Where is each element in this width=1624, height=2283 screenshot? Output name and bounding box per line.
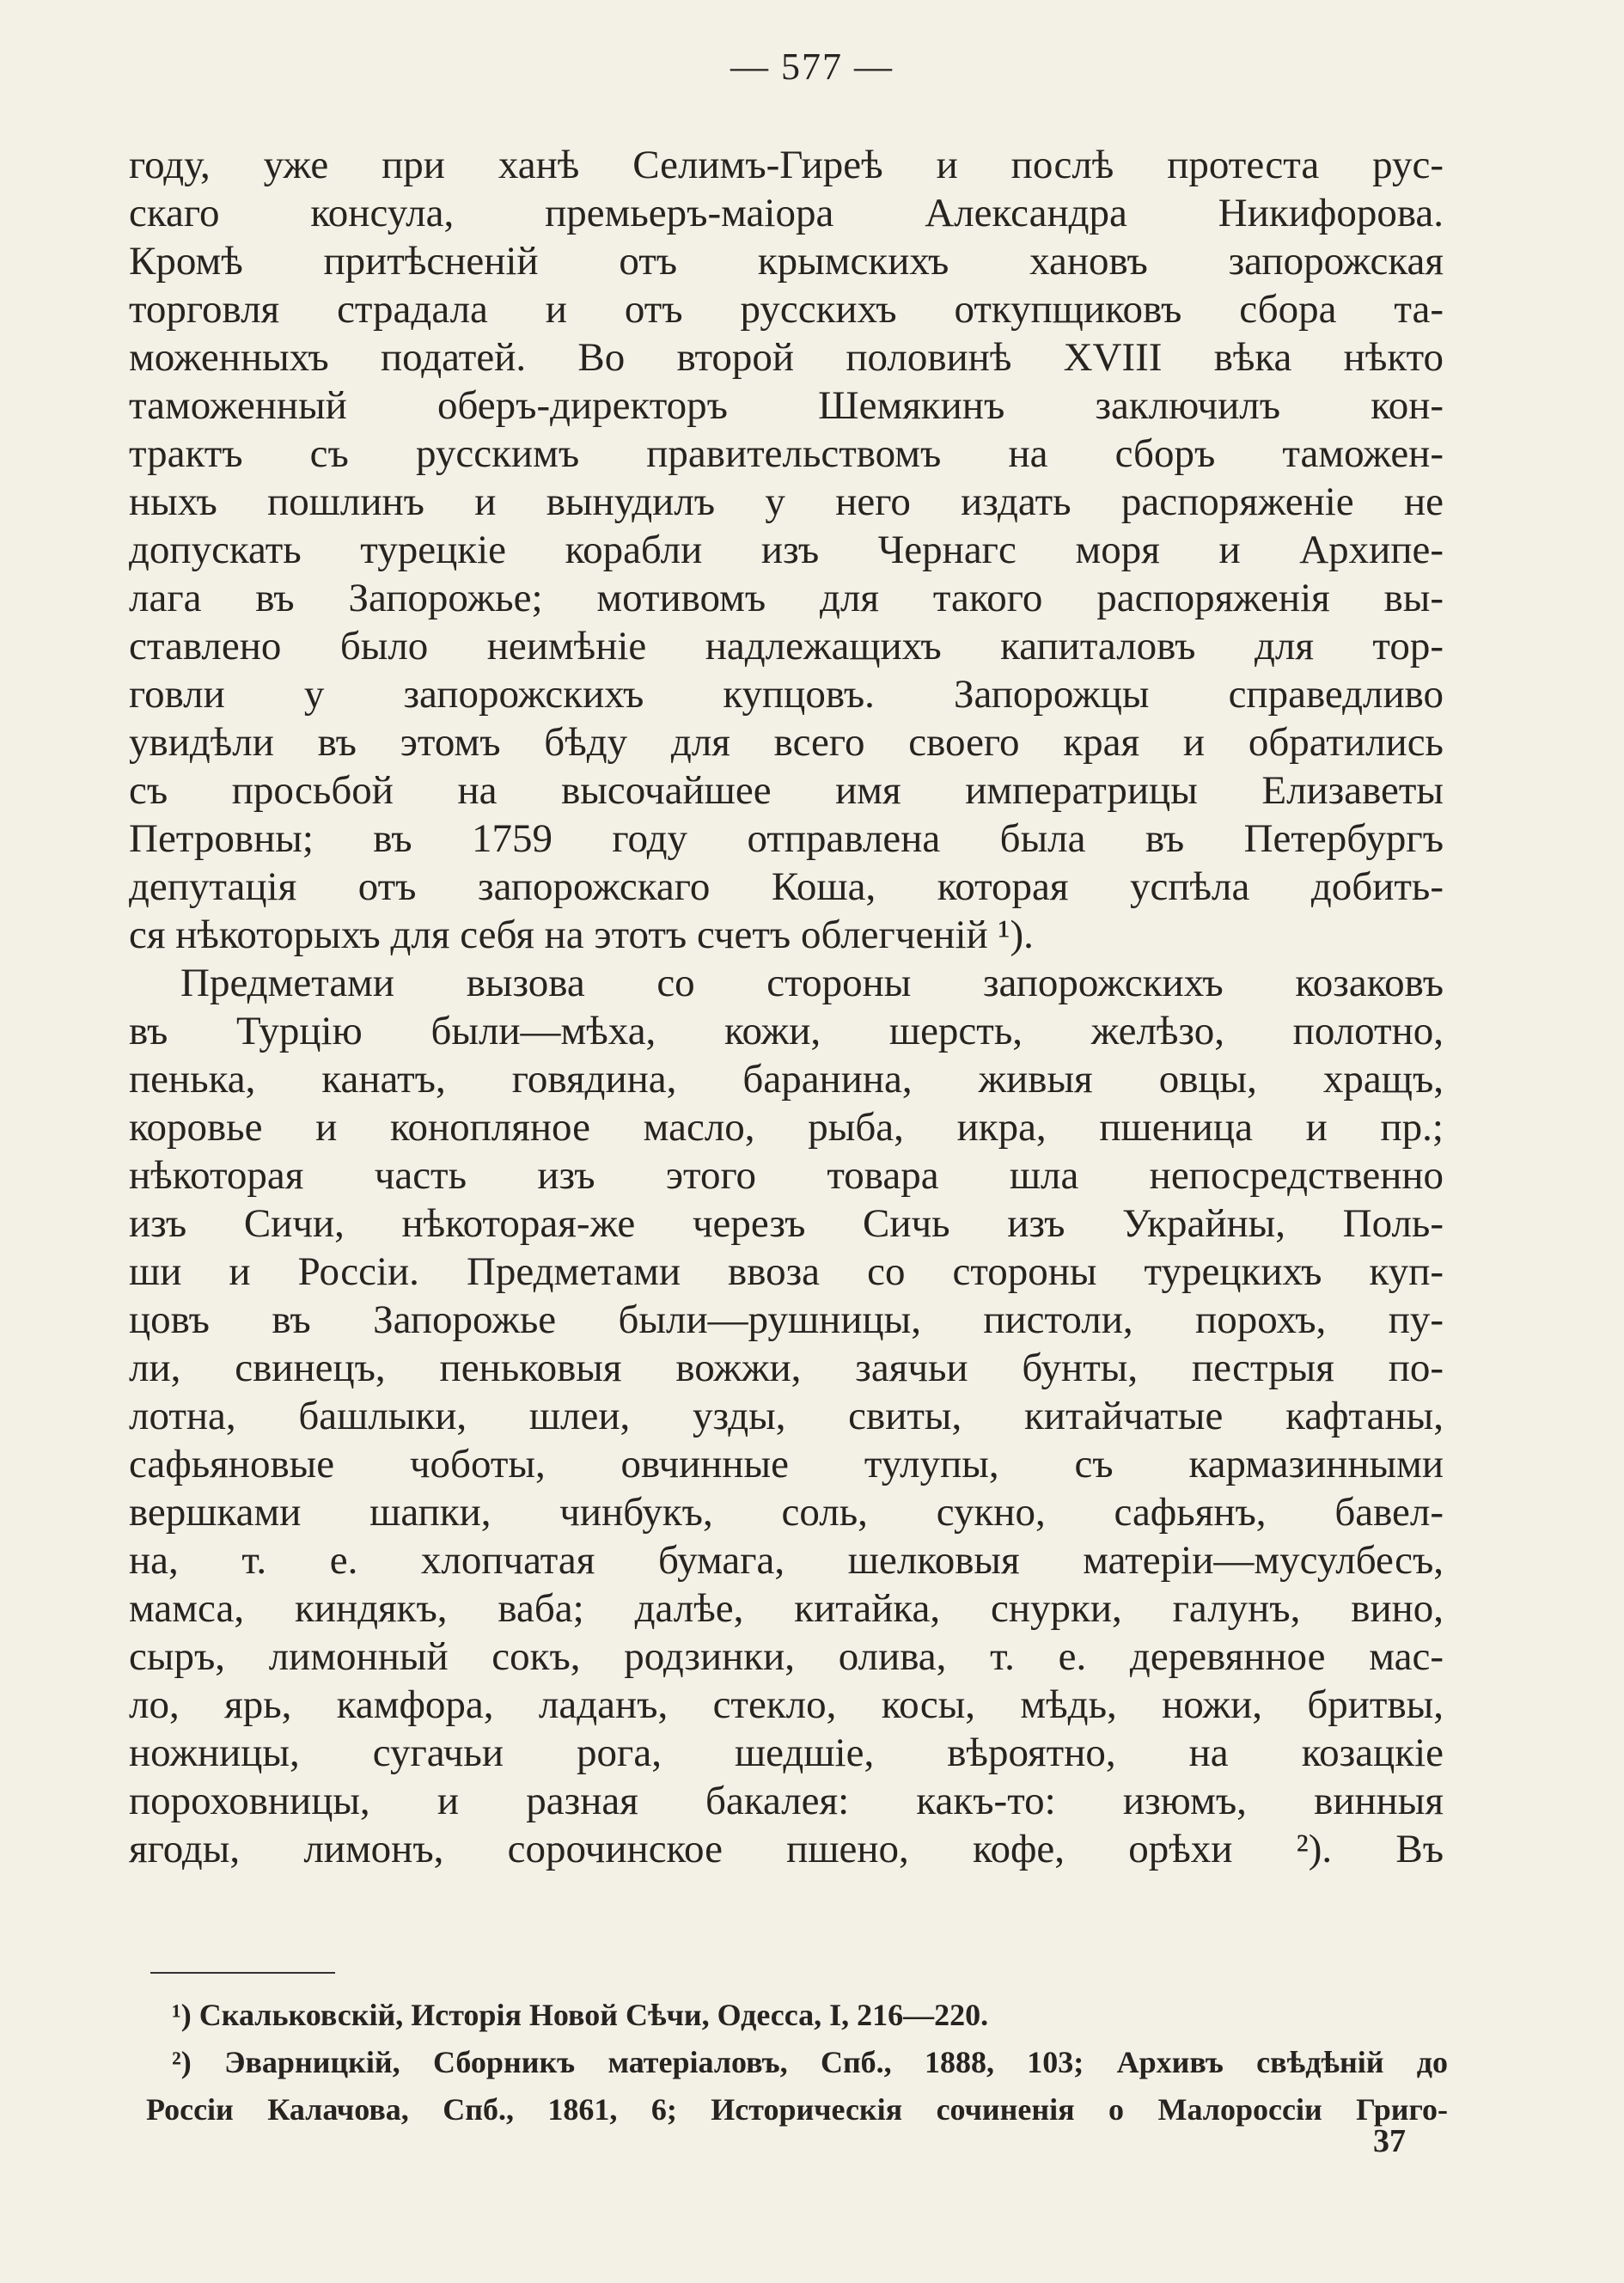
text-line: торговля страдала и отъ русскихъ откупщиковъ сбора та- <box>129 287 1444 332</box>
text-line: пороховницы, и разная бакалея: какъ-то: изюмъ, винныя <box>129 1779 1444 1823</box>
text-line: ставлено было неимѣніе надлежащихъ капиталовъ для тор- <box>129 624 1444 668</box>
text-line: говли у запорожскихъ купцовъ. Запорожцы справедливо <box>129 672 1444 717</box>
text-line: допускать турецкіе корабли изъ Чернагс моря и Архипе- <box>129 528 1444 572</box>
page-number: — 577 — <box>730 46 894 88</box>
text-line: вершками шапки, чинбукъ, соль, сукно, сафьянъ, бавел- <box>129 1490 1444 1535</box>
text-line: ныхъ пошлинъ и вынудилъ у него издать распоряженіе не <box>129 479 1444 524</box>
text-line: ли, свинецъ, пеньковыя вожжи, заячьи бунты, пестрыя по- <box>129 1346 1444 1390</box>
text-line: депутація отъ запорожскаго Коша, которая успѣла добить- <box>129 864 1444 909</box>
footnote-1: ¹) Скальковскій, Исторія Новой Сѣчи, Одесса, I, 216—220. <box>172 1998 989 2032</box>
text-line: таможенный оберъ-директоръ Шемякинъ заключилъ кон- <box>129 383 1444 428</box>
text-line: на, т. е. хлопчатая бумага, шелковыя матеріи—мусулбесъ, <box>129 1538 1444 1583</box>
footnotes <box>146 1992 1448 2133</box>
text-line: трактъ съ русскимъ правительствомъ на сборъ таможен- <box>129 431 1444 476</box>
text-line: въ Турцію были—мѣха, кожи, шерсть, желѣзо, полотно, <box>129 1009 1444 1053</box>
text-line: коровье и конопляное масло, рыба, икра, пшеница и пр.; <box>129 1105 1444 1150</box>
text-line: ло, ярь, камфора, ладанъ, стекло, косы, мѣдь, ножи, бритвы, <box>129 1682 1444 1727</box>
text-line: цовъ въ Запорожье были—рушницы, пистоли, порохъ, пу- <box>129 1297 1444 1342</box>
text-line: ягоды, лимонъ, сорочинское пшено, кофе, орѣхи ²). Въ <box>129 1827 1444 1871</box>
text-line: увидѣли въ этомъ бѣду для всего своего края и обратились <box>129 720 1444 765</box>
text-line: Кромѣ притѣсненій отъ крымскихъ хановъ запорожская <box>129 239 1444 284</box>
text-line: сафьяновые чоботы, овчинные тулупы, съ кармазинными <box>129 1442 1444 1486</box>
main-text <box>129 141 1444 1873</box>
text-line: изъ Сичи, нѣкоторая-же черезъ Сичь изъ Украйны, Поль- <box>129 1201 1444 1246</box>
text-line: ши и Россіи. Предметами ввоза со стороны турецкихъ куп- <box>129 1249 1444 1294</box>
text-line: ножницы, сугачьи рога, шедшіе, вѣроятно, на козацкіе <box>129 1731 1444 1775</box>
text-line: мамса, киндякъ, ваба; далѣе, китайка, снурки, галунъ, вино, <box>129 1586 1444 1631</box>
text-line: съ просьбой на высочайшее имя императрицы Елизаветы <box>129 768 1444 813</box>
text-line: нѣкоторая часть изъ этого товара шла непосредственно <box>129 1153 1444 1198</box>
footnote-separator <box>150 1972 335 1974</box>
text-line: году, уже при ханѣ Селимъ-Гиреѣ и послѣ протеста рус- <box>129 143 1444 187</box>
text-line: лотна, башлыки, шлеи, узды, свиты, китайчатые кафтаны, <box>129 1394 1444 1438</box>
signature-mark: 37 <box>1373 2123 1406 2159</box>
footnote-2-continued: Россіи Калачова, Спб., 1861, 6; Историческія сочиненія о Малороссіи Григо- <box>146 2092 1448 2127</box>
text-line: лага въ Запорожье; мотивомъ для такого распоряженія вы- <box>129 576 1444 620</box>
text-line: скаго консула, премьеръ-маіора Александра Никифорова. <box>129 191 1444 235</box>
text-line: моженныхъ податей. Во второй половинѣ XVIII вѣка нѣкто <box>129 335 1444 380</box>
text-line: Петровны; въ 1759 году отправлена была въ Петербургъ <box>129 816 1444 861</box>
text-line: ся нѣкоторыхъ для себя на этотъ счетъ облегченій ¹). <box>129 913 1034 957</box>
text-line: пенька, канатъ, говядина, баранина, живыя овцы, хращъ, <box>129 1057 1444 1102</box>
text-line: Предметами вызова со стороны запорожскихъ козаковъ <box>180 961 1444 1005</box>
text-line: сыръ, лимонный сокъ, родзинки, олива, т. е. деревянное мас- <box>129 1634 1444 1679</box>
footnote-2: ²) Эварницкій, Сборникъ матеріаловъ, Спб., 1888, 103; Архивъ свѣдѣній до <box>172 2045 1448 2079</box>
